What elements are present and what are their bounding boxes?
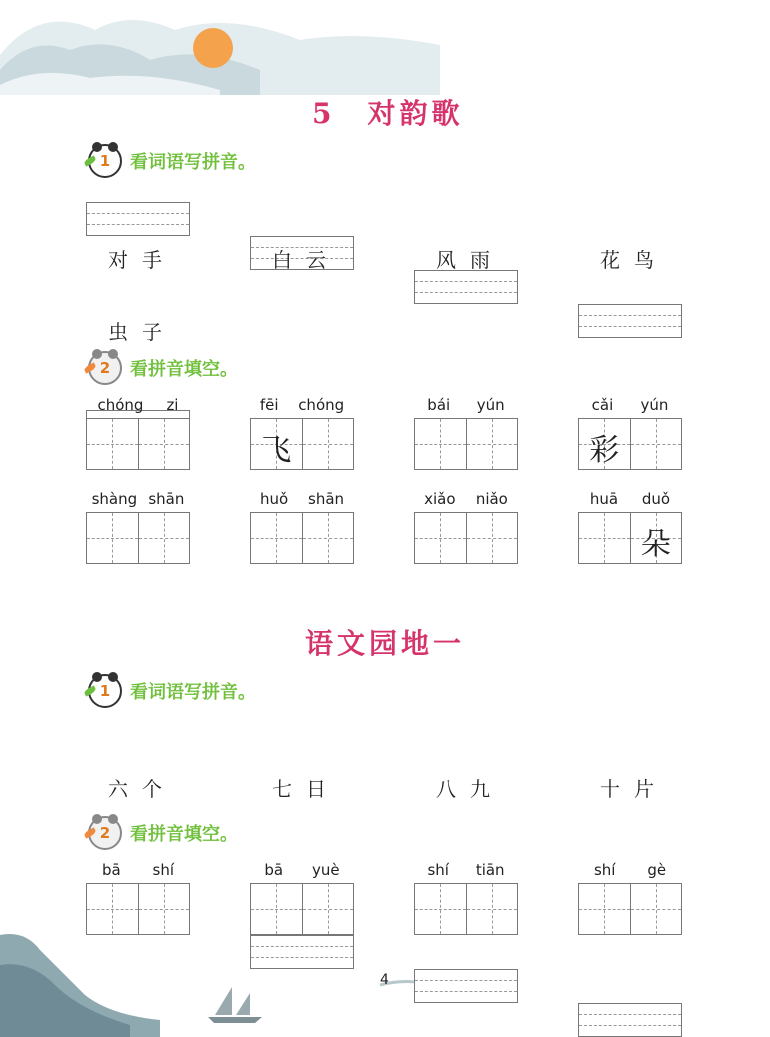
section-heading <box>88 673 256 709</box>
section-instruction: 看拼音填空。 <box>130 359 238 380</box>
pinyin-writing-box[interactable] <box>414 969 518 1003</box>
pinyin-label: huǒ shān <box>259 490 345 508</box>
tian-grid[interactable] <box>414 883 518 935</box>
word-label: 虫子 <box>108 320 176 344</box>
pinyin-label: bā yuè <box>264 861 340 879</box>
tian-grid[interactable] <box>86 512 190 564</box>
tian-grid[interactable] <box>86 883 190 935</box>
section-heading <box>88 143 256 179</box>
tian-grid[interactable] <box>414 418 518 470</box>
pinyin-label: bái yún <box>427 396 505 414</box>
pinyin-label: xiǎo niǎo <box>424 490 508 508</box>
word-label: 八九 <box>436 777 504 801</box>
landscape-illustration <box>0 0 440 95</box>
section-instruction: 看拼音填空。 <box>130 824 238 845</box>
section-number: 1 <box>99 682 111 700</box>
word-label: 对手 <box>108 248 176 272</box>
grid-character: 彩 <box>589 433 620 468</box>
pinyin-writing-box[interactable] <box>578 1003 682 1037</box>
pinyin-writing-box[interactable] <box>578 304 682 338</box>
section-number: 1 <box>99 152 111 170</box>
sun-icon <box>193 28 233 68</box>
pinyin-label: chóng zi <box>97 396 179 414</box>
pinyin-writing-box[interactable] <box>86 202 190 236</box>
pinyin-label: fēi chóng <box>259 396 345 414</box>
pinyin-label: shí tiān <box>427 861 505 879</box>
word-label: 十片 <box>600 777 668 801</box>
tian-grid[interactable] <box>250 883 354 935</box>
garden-title: 语文园地一 <box>305 627 466 660</box>
section-instruction: 看词语写拼音。 <box>130 152 256 173</box>
panda-icon <box>88 674 122 708</box>
pinyin-writing-box[interactable] <box>414 270 518 304</box>
pinyin-label: huā duǒ <box>589 490 671 508</box>
pinyin-label: shí gè <box>593 861 667 879</box>
section-heading <box>88 350 238 386</box>
section-number: 2 <box>99 359 111 377</box>
word-label: 七日 <box>272 777 340 801</box>
tian-grid[interactable] <box>578 883 682 935</box>
tian-grid[interactable] <box>250 512 354 564</box>
grid-character: 飞 <box>261 433 292 468</box>
page-number: 4 <box>380 972 389 988</box>
pinyin-writing-box[interactable] <box>250 935 354 969</box>
word-label: 六个 <box>108 777 176 801</box>
word-label: 风雨 <box>436 248 504 272</box>
grid-character: 朵 <box>640 527 671 562</box>
panda-icon <box>88 144 122 178</box>
pinyin-label: cǎi yún <box>591 396 669 414</box>
cat-icon <box>88 351 122 385</box>
pinyin-label: shàng shān <box>91 490 185 508</box>
section-heading <box>88 815 238 851</box>
pinyin-label: bā shí <box>101 861 175 879</box>
tian-grid[interactable] <box>578 512 682 564</box>
tian-grid[interactable] <box>414 512 518 564</box>
word-label: 花鸟 <box>600 248 668 272</box>
lesson-title: 5 对韵歌 <box>312 97 464 130</box>
cat-icon <box>88 816 122 850</box>
section-instruction: 看词语写拼音。 <box>130 682 256 703</box>
tian-grid[interactable] <box>578 418 682 470</box>
mountain-boat-illustration <box>0 925 470 1037</box>
section-number: 2 <box>99 824 111 842</box>
tian-grid[interactable] <box>250 418 354 470</box>
tian-grid[interactable] <box>86 418 190 470</box>
word-label: 白云 <box>272 248 340 272</box>
